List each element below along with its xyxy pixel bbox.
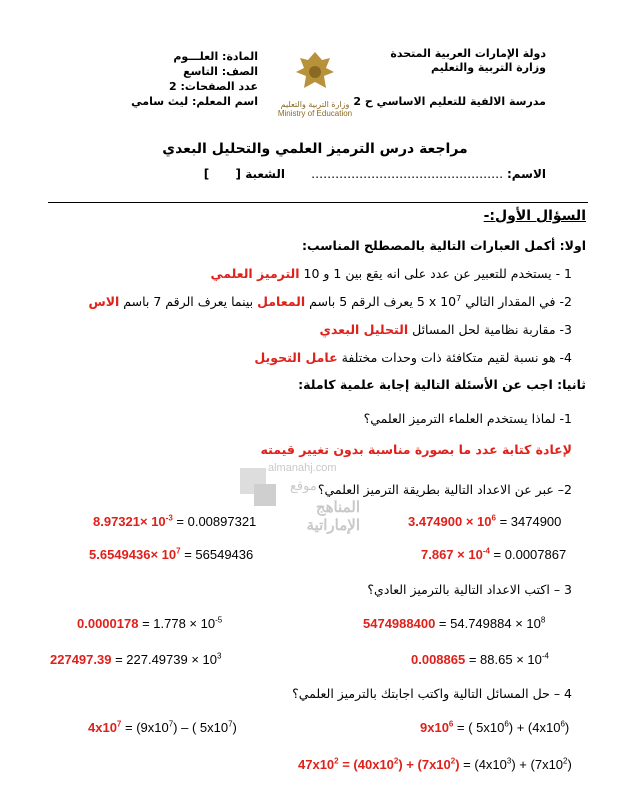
name-dots: ………………………………………… <box>311 167 504 181</box>
question-text: 4 – حل المسائل التالية واكتب اجابتك بالترميز العلمي؟ <box>292 686 572 701</box>
watermark: almanahj.com موقع المناهج الإماراتية <box>240 462 360 534</box>
page-title: مراجعة درس الترميز العلمي والتحليل البعدي <box>162 141 468 157</box>
header-ministry: وزارة التربية والتعليم <box>431 61 546 74</box>
math-row: $3.474900 \times 10^6 = 3474900$ <box>408 513 562 529</box>
math-row: $9x10^6$ = ( $5x10^6) + (4x10^6)$ <box>420 719 570 735</box>
part-one-heading: اولا: أكمل العبارات التالية بالمصطلح المناسب: <box>302 238 586 253</box>
math-row: $227497.39 = 227.49739 \times 10^3$ <box>50 651 222 667</box>
list-item: 4- هو نسبة لقيم متكافئة ذات وحدات مختلفة عامل التحويل <box>254 350 572 365</box>
math-row: $0.0000178 = 1.778 \times 10^{-5}$ <box>77 615 223 631</box>
math-row: $4x10^7 = (9x10^7)$ – ( $5x10^7$) <box>88 719 237 735</box>
math-row: $7.867 \times 10^{-4} = 0.0007867$ <box>421 546 567 562</box>
header-subject: المادة: العلـــوم <box>173 50 258 63</box>
answer-text: لإعادة كتابة عدد ما بصورة مناسبة بدون تغيير قيمته <box>260 442 572 457</box>
logo-english: Ministry of Education <box>277 109 353 118</box>
question-text: 3 – اكتب الاعداد التالية بالترميز العادي؟ <box>367 582 572 597</box>
math-row: $8.97321\times 10^{-3} = 0.00897321$ <box>93 513 257 529</box>
math-row: $5.6549436\times 10^7 = 56549436$ <box>89 546 254 562</box>
question-one-heading: السؤال الأول:- <box>483 208 586 224</box>
list-item: 2- في المقدار التالي 5 x $10^7$ يعرف الرقم 5 باسم المعامل بينما يعرف الرقم 7 باسم الاس <box>88 293 572 309</box>
ministry-logo <box>270 48 360 122</box>
falcon-emblem-icon <box>270 48 360 96</box>
math-row: $47x10^2 = (40x10^2) + (7x10^2) = (4x10^3) + (7x10^2)$ <box>298 756 572 772</box>
section-close: ] <box>203 167 210 181</box>
part-two-heading: ثانيا: اجب عن الأسئلة التالية إجابة علمية كاملة: <box>298 377 586 392</box>
list-item: 3- مقاربة نظامية لحل المسائل التحليل البعدي <box>319 322 572 337</box>
name-label: الاسم: <box>506 167 546 181</box>
header-country: دولة الإمارات العربية المتحدة <box>390 47 546 60</box>
divider <box>48 202 588 203</box>
header-pages: عدد الصفحات: 2 <box>169 80 258 93</box>
question-text: 2– عبر عن الاعداد التالية بطريقة الترميز العلمي؟ <box>317 482 572 497</box>
header-school: مدرسة الالفية للتعليم الاساسي ح 2 <box>353 95 546 108</box>
math-row: $5474988400 = 54.749884 \times 10^8$ <box>363 615 546 631</box>
list-item: 1 - يستخدم للتعبير عن عدد على انه يقع بين 1 و 10 الترميز العلمي <box>210 266 572 281</box>
section-label: الشعبة [ <box>235 167 285 181</box>
header-grade: الصف: التاسع <box>183 65 258 78</box>
logo-arabic: وزارة التربية والتعليم <box>280 100 350 109</box>
math-row: $0.008865 = 88.65 \times 10^{-4}$ <box>411 651 549 667</box>
question-text: 1- لماذا يستخدم العلماء الترميز العلمي؟ <box>363 411 572 426</box>
header-teacher: اسم المعلم: ليث سامي <box>131 95 258 108</box>
